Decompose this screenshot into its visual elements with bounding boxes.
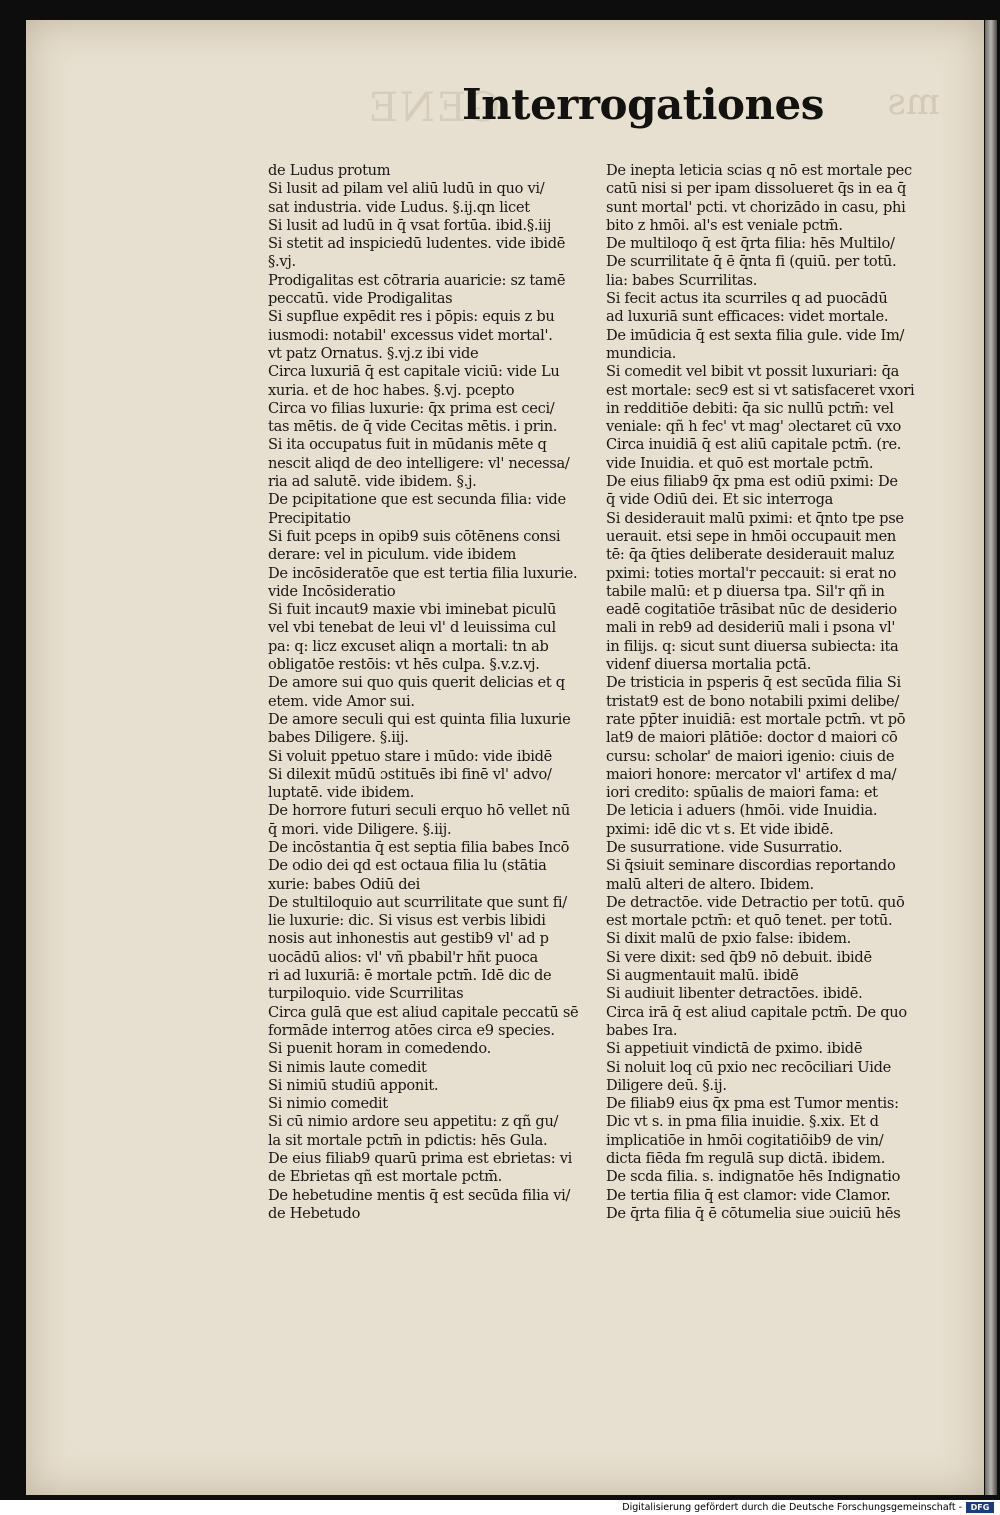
text-line: turpiloquio. vide Scurrilitas [268, 985, 464, 1003]
text-line: veniale: qñ h̄ fec' vt mag' ɔlectaret cū vxo [606, 418, 901, 436]
text-line: De q̄rta filia q̄ ē cōtumelia siue ɔuiciū hēs [606, 1204, 901, 1222]
text-line: Si nimio comedit [268, 1095, 388, 1113]
text-line: De amore sui quo quis querit delicias et q [268, 674, 565, 692]
text-line: iusmodi: notabil' excessus videt mortal'. [268, 326, 553, 344]
show-through-text-right: ms [887, 82, 940, 123]
text-line: derare: vel in piculum. vide ibidem [268, 546, 517, 564]
text-line: formāde interrog atōes circa e9 species. [268, 1021, 555, 1039]
text-line: vel vbi tenebat de leui vl' d leuissima cul [268, 619, 556, 637]
text-line: De hebetudine mentis q̄ est secūda filia vi/ [268, 1186, 571, 1204]
text-line: De incōsideratōe que est tertia filia luxurie. [268, 564, 578, 582]
text-line: sunt mortal' pcti. vt chorizādo in casu, phi [606, 198, 906, 216]
text-line: De multiloqo q̄ est q̄rta filia: hēs Multilo/ [606, 235, 895, 253]
text-line: Si supflue expēdit res i pōpis: equis z bu [268, 308, 555, 326]
text-line: catū nisi si per ipam dissolueret q̄s in ea q̄ [606, 180, 907, 198]
text-line: lat9 de maiori plātiōe: doctor d maiori cō [606, 729, 898, 747]
show-through-text: GENE [366, 85, 500, 131]
text-line: De scurrilitate q̄ ē q̄nta fi (quiū. per totū. [606, 253, 897, 271]
text-line: Dic vt s. in pma filia inuidie. §.xix. Et d [606, 1113, 879, 1131]
footer-bar [0, 1500, 1000, 1515]
text-line: q̄ vide Odiū dei. Et sic interroga [606, 491, 834, 509]
left-text-column [268, 162, 594, 1223]
text-line: in redditiōe debiti: q̄a sic nullū pctm̄: vel [606, 399, 894, 417]
text-line: Si voluit ppetuo stare i mūdo: vide ibidē [268, 747, 553, 765]
text-line: Si fecit actus ita scurriles q ad puocādū [606, 290, 888, 308]
text-line: est mortale pctm̄: et quō tenet. per totū. [606, 912, 893, 930]
text-line: De pcipitatione que est secunda filia: vide [268, 491, 566, 509]
text-line: Circa irā q̄ est aliud capitale pctm̄. De quo [606, 1003, 907, 1021]
text-line: de Ebrietas qñ est mortale pctm̄. [268, 1168, 502, 1186]
text-line: §.vj. [268, 253, 296, 271]
text-line: Si lusit ad pilam vel aliū ludū in quo vi/ [268, 180, 545, 198]
footer-credit: Digitalisierung gefördert durch die Deutsche Forschungsgemeinschaft - [622, 1502, 962, 1513]
text-line: De inepta leticia scias q nō est mortale pec [606, 162, 912, 179]
text-line: eadē cogitatiōe trāsibat nūc de desiderio [606, 601, 897, 619]
text-line: bito z hmōi. al's est veniale pctm̄. [606, 216, 843, 234]
text-line: iori credito: spūalis de maiori fama: et [606, 784, 878, 802]
text-line: De susurratione. vide Susurratio. [606, 838, 843, 856]
text-line: Si nimis laute comedit [268, 1058, 427, 1076]
text-line: luptatē. vide ibidem. [268, 784, 415, 802]
text-line: pximi: idē dic vt s. Et vide ibidē. [606, 820, 834, 838]
text-line: De amore seculi qui est quinta filia luxurie [268, 710, 571, 728]
text-line: Si desiderauit malū pximi: et q̄nto tpe pse [606, 509, 904, 527]
text-line: Si fuit pceps in opib9 suis cōtēnens consi [268, 527, 561, 545]
text-line: De tristicia in psperis q̄ est secūda filia Si [606, 674, 901, 692]
text-line: Si puenit horam in comedendo. [268, 1040, 491, 1058]
text-line: Si noluit loq cū pxio nec recōciliari Uide [606, 1058, 891, 1076]
text-line: De scda filia. s. indignatōe hēs Indignatio [606, 1168, 901, 1186]
text-line: mundicia. [606, 344, 677, 362]
text-line: De incōstantia q̄ est septia filia babes Incō [268, 838, 570, 856]
text-line: nescit aliqd de deo intelligere: vl' necessa/ [268, 454, 570, 472]
text-line: vide Incōsideratio [268, 582, 396, 600]
text-line: Si audiuit libenter detractōes. ibidē. [606, 985, 863, 1003]
text-line: Si ita occupatus fuit in mūdanis mēte q [268, 436, 547, 454]
text-line: uocādū alios: vl' vñ pbabil'r hñt puoca [268, 948, 538, 966]
text-line: Si comedit vel bibit vt possit luxuriari: q̄a [606, 363, 900, 381]
text-line: ri ad luxuriā: ē mortale pctm̄. Idē dic de [268, 967, 552, 985]
text-line: in filijs. q: sicut sunt diuersa subiecta: ita [606, 637, 899, 655]
text-line: Si augmentauit malū. ibidē [606, 967, 799, 985]
text-line: Si q̄siuit seminare discordias reportando [606, 857, 896, 875]
text-line: sat industria. vide Ludus. §.ij.qn licet [268, 198, 530, 216]
text-line: obligatōe restōis: vt hēs culpa. §.v.z.vj. [268, 656, 540, 674]
text-line: maiori honore: mercator vl' artifex d ma/ [606, 765, 897, 783]
right-text-column [606, 162, 932, 1223]
text-line: De eius filiab9 q̄x pma est odiū pximi: De [606, 473, 898, 491]
text-line: De detractōe. vide Detractio per totū. quō [606, 893, 905, 911]
dfg-logo: DFG [966, 1502, 994, 1513]
text-line: tas mētis. de q̄ vide Cecitas mētis. i prin. [268, 418, 558, 436]
text-line: ria ad salutē. vide ibidem. §.j. [268, 473, 477, 491]
text-line: tabile malū: et p diuersa tpa. Sil'r qñ in [606, 582, 885, 600]
text-line: ad luxuriā sunt efficaces: videt mortale. [606, 308, 889, 326]
text-line: De filiab9 eius q̄x pma est Tumor mentis: [606, 1095, 899, 1113]
text-line: nosis aut inhonestis aut gestib9 vl' ad p [268, 930, 549, 948]
text-line: De leticia i aduers (hmōi. vide Inuidia. [606, 802, 878, 820]
text-line: xuria. et de hoc habes. §.vj. pcepto [268, 381, 515, 399]
text-line: Si lusit ad ludū in q̄ vsat fortūa. ibid.§.iij [268, 216, 552, 234]
text-line: Si vere dixit: sed q̄b9 nō debuit. ibidē [606, 948, 872, 966]
text-line: Si cū nimio ardore seu appetitu: z qñ gu/ [268, 1113, 559, 1131]
text-line: xurie: babes Odiū dei [268, 875, 420, 893]
book-edge [985, 20, 997, 1495]
text-line: q̄ mori. vide Diligere. §.iij. [268, 820, 452, 838]
text-line: mali in reb9 ad desideriū mali i psona vl' [606, 619, 896, 637]
text-line: la sit mortale pctm̄ in pdictis: hēs Gula. [268, 1131, 548, 1149]
text-line: videnf diuersa mortalia pctā. [606, 656, 812, 674]
text-line: Diligere deū. §.ij. [606, 1076, 727, 1094]
text-line: Circa gulā que est aliud capitale peccatū sē [268, 1003, 579, 1021]
text-line: babes Diligere. §.iij. [268, 729, 409, 747]
text-line: Si nimiū studiū apponit. [268, 1076, 439, 1094]
text-line: implicatiōe in hmōi cogitatiōib9 de vin/ [606, 1131, 884, 1149]
text-line: de Hebetudo [268, 1204, 361, 1222]
text-line: De horrore futuri seculi erquo hō vellet nū [268, 802, 571, 820]
text-line: est mortale: sec9 est si vt satisfaceret vxori [606, 381, 915, 399]
text-line: peccatū. vide Prodigalitas [268, 290, 453, 308]
text-line: pximi: toties mortal'r peccauit: si erat no [606, 564, 897, 582]
text-line: Si dilexit mūdū ɔstituēs ibi finē vl' advo/ [268, 765, 552, 783]
text-line: Circa luxuriā q̄ est capitale viciū: vide Lu [268, 363, 560, 381]
text-line: Precipitatio [268, 509, 351, 527]
text-line: De imūdicia q̄ est sexta filia gule. vide Im/ [606, 326, 905, 344]
text-line: etem. vide Amor sui. [268, 692, 415, 710]
text-line: Circa vo filias luxurie: q̄x prima est ceci/ [268, 399, 555, 417]
text-line: de Ludus protum [268, 162, 391, 179]
text-line: tē: q̄a q̄ties deliberate desiderauit maluz [606, 546, 894, 564]
text-line: Si appetiuit vindictā de pximo. ibidē [606, 1040, 863, 1058]
text-line: dicta fiēda fm regulā sup dictā. ibidem. [606, 1150, 886, 1168]
text-line: Prodigalitas est cōtraria auaricie: sz tamē [268, 271, 566, 289]
text-line: babes Ira. [606, 1021, 678, 1039]
text-line: Circa inuidiā q̄ est aliū capitale pctm̄. (re. [606, 436, 902, 454]
text-line: Si fuit incaut9 maxie vbi iminebat piculū [268, 601, 557, 619]
text-line: rate pp̄ter inuidiā: est mortale pctm̄. vt pō [606, 710, 906, 728]
text-line: Si dixit malū de pxio false: ibidem. [606, 930, 852, 948]
text-line: malū alteri de altero. Ibidem. [606, 875, 814, 893]
text-line: pa: q: licz excuset aliqn a mortali: tn ab [268, 637, 549, 655]
text-line: vt patz Ornatus. §.vj.z ibi vide [268, 344, 479, 362]
text-line: tristat9 est de bono notabili pximi delibe/ [606, 692, 899, 710]
text-line: uerauit. etsi sepe in hmōi occupauit men [606, 527, 897, 545]
text-line: lia: babes Scurrilitas. [606, 271, 758, 289]
text-line: cursu: scholar' de maiori igenio: ciuis de [606, 747, 895, 765]
text-line: lie luxurie: dic. Si visus est verbis libidi [268, 912, 546, 930]
text-line: De tertia filia q̄ est clamor: vide Clamor. [606, 1186, 891, 1204]
text-line: vide Inuidia. et quō est mortale pctm̄. [606, 454, 874, 472]
text-line: De odio dei qd est octaua filia lu (stātia [268, 857, 547, 875]
text-line: Si stetit ad inspiciedū ludentes. vide ibidē [268, 235, 566, 253]
text-line: De stultiloquio aut scurrilitate que sunt fi/ [268, 893, 567, 911]
page-title: Interrogationes [462, 80, 824, 129]
text-line: De eius filiab9 quarū prima est ebrietas: vi [268, 1150, 573, 1168]
